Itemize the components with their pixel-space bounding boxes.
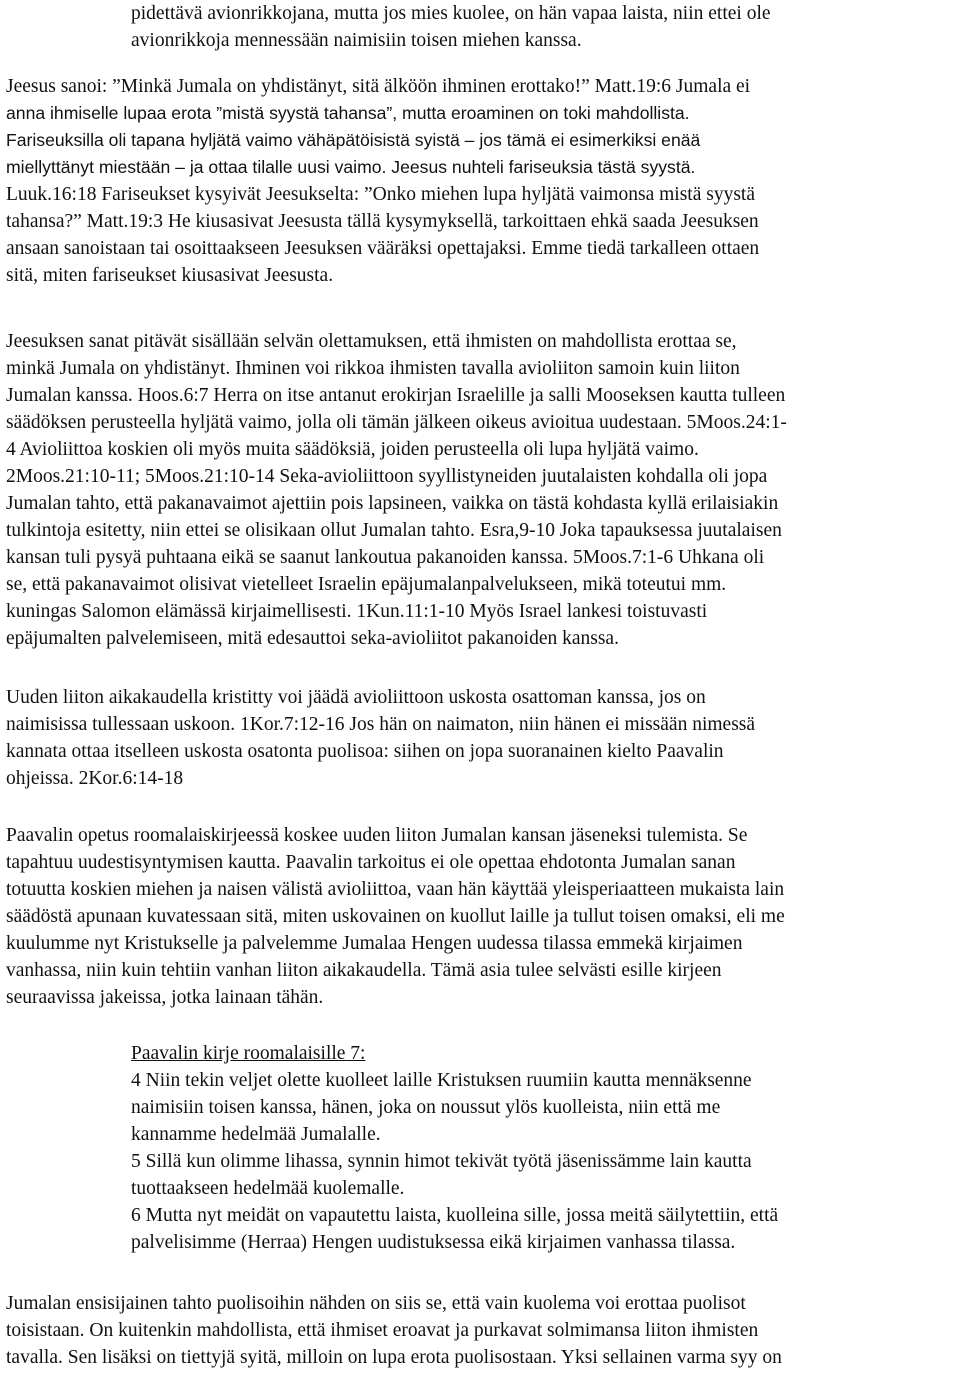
text-line: pidettävä avionrikkojana, mutta jos mies kuolee, on hän vapaa laista, niin ettei ole	[131, 3, 771, 24]
text-line: miellyttänyt miestään – ja ottaa tilalle uusi vaimo. Jeesus nuhteli fariseuksia tästä syystä.	[6, 157, 696, 177]
text-line: Fariseuksilla oli tapana hyljätä vaimo vähäpätöisistä syistä – jos tämä ei esimerkiksi enää	[6, 130, 701, 150]
text-line: kansan tuli pysyä puhtaana eikä se saanut lankoutua pakanoiden kanssa. 5Moos.7:1-6 Uhkana oli	[6, 547, 765, 568]
text-line: 4 Avioliittoa koskien oli myös muita säädöksiä, joiden perusteella oli lupa hyljätä vaimo.	[6, 439, 699, 460]
paragraph-3	[6, 328, 956, 652]
quote-line: 4 Niin tekin veljet olette kuolleet laille Kristuksen ruumiin kautta mennäksenne	[131, 1070, 752, 1091]
text-line: minkä Jumala on yhdistänyt. Ihminen voi rikkoa ihmisten tavalla avioliiton samoin kuin liiton	[6, 358, 740, 379]
paragraph-6	[6, 1290, 956, 1371]
text-line: avionrikkoja mennessään naimisiin toisen miehen kanssa.	[131, 30, 582, 51]
text-line: sitä, miten fariseukset kiusasivat Jeesusta.	[6, 265, 334, 286]
quote-block	[131, 1040, 951, 1256]
text-line: säädöksen perusteella hyljätä vaimo, jolla oli tämän jälkeen oikeus avioitua uudestaan. 5Moos.24:1-	[6, 412, 787, 433]
text-line: naimisissa tullessaan uskoon. 1Kor.7:12-16 Jos hän on naimaton, niin hänen ei missään nimessä	[6, 714, 756, 735]
text-line: ansaan sanoistaan tai osoittaakseen Jeesuksen vääräksi opettajaksi. Emme tiedä tarkalleen ottaen	[6, 238, 760, 259]
paragraph-2	[6, 73, 956, 289]
paragraph-5	[6, 822, 956, 1011]
text-line: totuutta koskien miehen ja naisen välistä avioliittoa, vaan hän käyttää yleisperiaatteen mukaista lain	[6, 879, 785, 900]
text-line: Paavalin opetus roomalaiskirjeessä koskee uuden liiton Jumalan kansan jäseneksi tulemista. Se	[6, 825, 748, 846]
quote-line: palvelisimme (Herraa) Hengen uudistuksessa eikä kirjaimen vanhassa tilassa.	[131, 1232, 736, 1253]
paragraph-4	[6, 684, 956, 792]
text-line: Jumalan ensisijainen tahto puolisoihin nähden on siis se, että vain kuolema voi erottaa puolisot	[6, 1293, 746, 1314]
text-line: kuningas Salomon elämässä kirjaimellisesti. 1Kun.11:1-10 Myös Israel lankesi toistuvasti	[6, 601, 708, 622]
text-line: se, että pakanavaimot olisivat vietelleet Israelin epäjumalanpalvelukseen, mikä toteutui mm.	[6, 574, 727, 595]
text-line: seuraavissa jakeissa, jotka lainaan tähän.	[6, 987, 324, 1008]
quote-line: kannamme hedelmää Jumalalle.	[131, 1124, 381, 1145]
text-line: vanhassa, niin kuin tehtiin vanhan liiton aikakaudella. Tämä asia tulee selvästi esille kirjeen	[6, 960, 722, 981]
text-line: Luuk.16:18 Fariseukset kysyivät Jeesukselta: ”Onko miehen lupa hyljätä vaimonsa mistä syystä	[6, 184, 755, 205]
text-line: tapahtuu uudestisyntymisen kautta. Paavalin tarkoitus ei ole opettaa ehdotonta Jumalan sanan	[6, 852, 736, 873]
text-line: Uuden liiton aikakaudella kristitty voi jäädä avioliittoon uskosta osattoman kanssa, jos on	[6, 687, 706, 708]
text-line: Jeesus sanoi: ”Minkä Jumala on yhdistänyt, sitä älköön ihminen erottako!” Matt.19:6 Jumala ei	[6, 76, 751, 97]
text-line: ohjeissa. 2Kor.6:14-18	[6, 768, 184, 789]
quote-heading: Paavalin kirje roomalaisille 7:	[131, 1043, 366, 1064]
quote-line: naimisiin toisen kanssa, hänen, joka on noussut ylös kuolleista, niin että me	[131, 1097, 721, 1118]
quote-line: tuottaakseen hedelmää kuolemalle.	[131, 1178, 405, 1199]
quote-line: 5 Sillä kun olimme lihassa, synnin himot tekivät työtä jäsenissämme lain kautta	[131, 1151, 752, 1172]
text-line: tulkintoja esitetty, niin ettei se olisikaan ollut Jumalan tahto. Esra,9-10 Joka tapauksessa juutalaisen	[6, 520, 782, 541]
text-line: Jumalan tahto, että pakanavaimot ajettiin pois lapsineen, vaikka on tästä kohdasta kyllä erilaisiakin	[6, 493, 779, 514]
text-line: epäjumalten palvelemiseen, mitä edesauttoi seka-avioliitot pakanoiden kanssa.	[6, 628, 619, 649]
text-line: tahansa?” Matt.19:3 He kiusasivat Jeesusta tällä kysymyksellä, tarkoittaen ehkä saada Jeesuksen	[6, 211, 759, 232]
text-line: säädöstä apunaan kuvatessaan sitä, miten uskovainen on kuollut laille ja tullut toisen omaksi, eli me	[6, 906, 785, 927]
quote-line: 6 Mutta nyt meidät on vapautettu laista, kuolleina sille, jossa meitä säilytettiin, että	[131, 1205, 779, 1226]
paragraph-1	[6, 0, 956, 54]
text-line: kannata ottaa itselleen uskosta osatonta puolisoa: siihen on jopa suoranainen kielto Paavalin	[6, 741, 724, 762]
text-line: Jumalan kanssa. Hoos.6:7 Herra on itse antanut erokirjan Israelille ja salli Mooseksen kautta tulleen	[6, 385, 786, 406]
text-line: 2Moos.21:10-11; 5Moos.21:10-14 Seka-avioliittoon syyllistyneiden juutalaisten kohdalla oli jopa	[6, 466, 768, 487]
text-line: anna ihmiselle lupaa erota ”mistä syystä tahansa”, mutta eroaminen on toki mahdollista.	[6, 103, 690, 123]
text-line: tavalla. Sen lisäksi on tiettyjä syitä, milloin on lupa erota puolisostaan. Yksi sellainen varma syy on	[6, 1347, 782, 1368]
text-line: kuulumme nyt Kristukselle ja palvelemme Jumalaa Hengen uudessa tilassa emmekä kirjaimen	[6, 933, 743, 954]
text-line: toisistaan. On kuitenkin mahdollista, että ihmiset eroavat ja purkavat solmimansa liiton ihmisten	[6, 1320, 759, 1341]
text-line: Jeesuksen sanat pitävät sisällään selvän olettamuksen, että ihmisten on mahdollista erottaa se,	[6, 331, 737, 352]
